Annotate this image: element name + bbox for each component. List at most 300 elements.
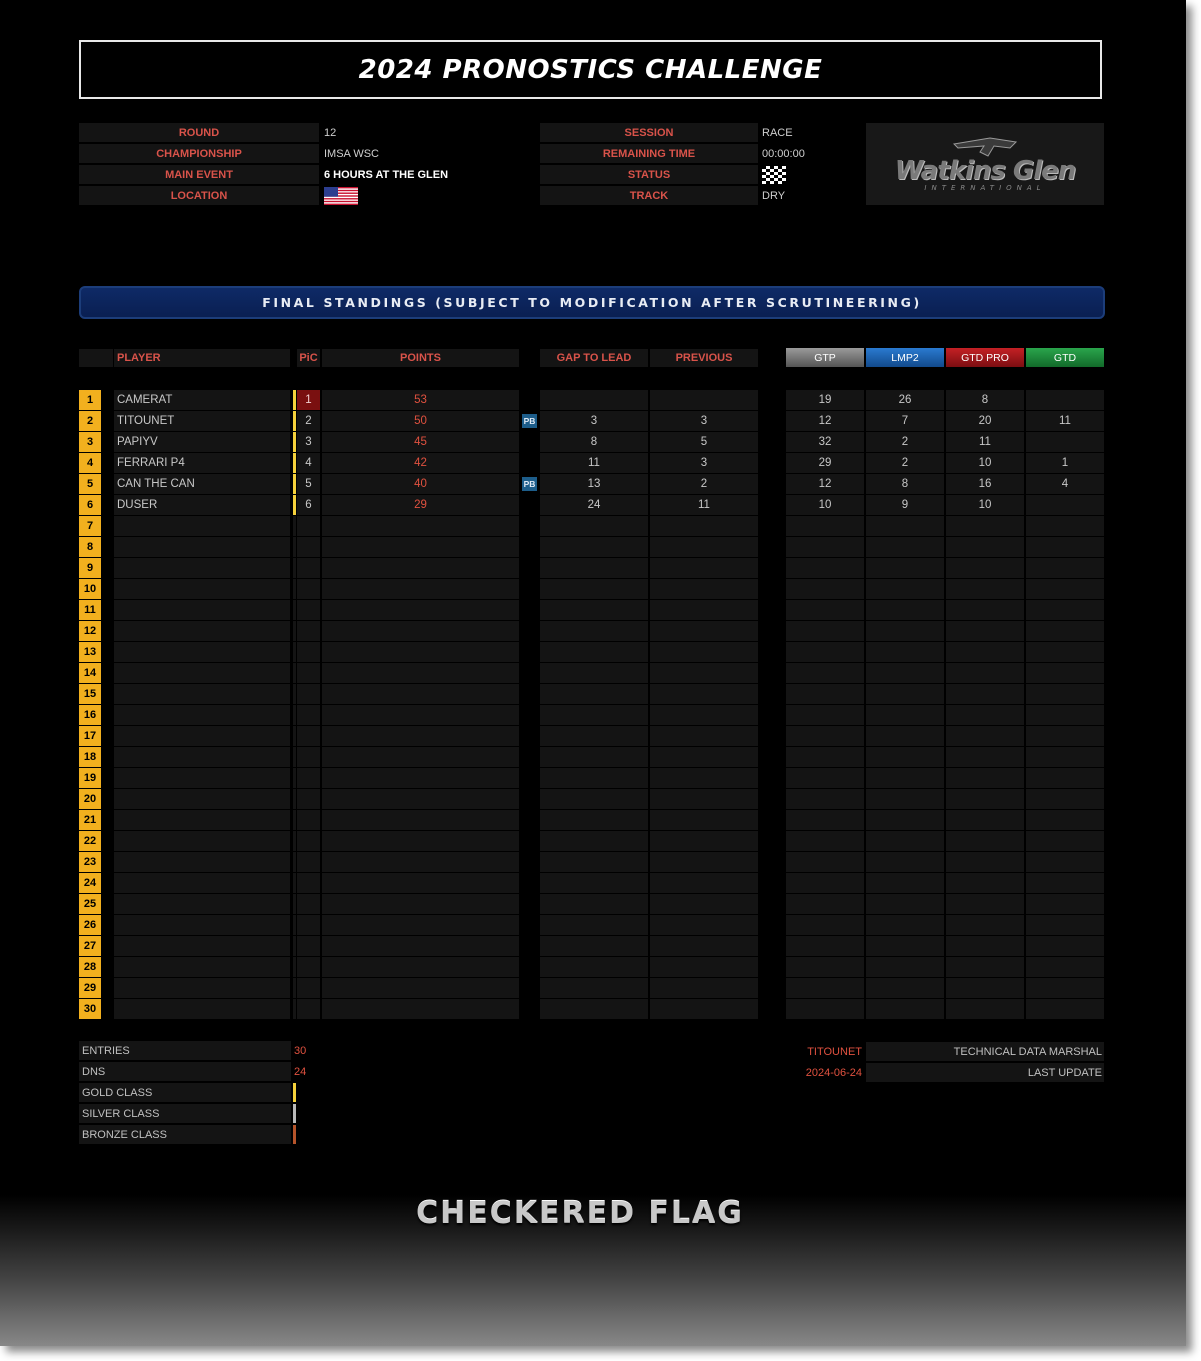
pic-cell xyxy=(297,663,320,683)
position-cell: 21 xyxy=(79,810,101,830)
class-bar xyxy=(293,537,296,557)
gtd-cell xyxy=(1026,432,1104,452)
points-cell xyxy=(322,936,519,956)
player-cell xyxy=(114,957,290,977)
gtd-pro-cell xyxy=(946,558,1024,578)
position-cell: 9 xyxy=(79,558,101,578)
position-cell: 11 xyxy=(79,600,101,620)
class-bar xyxy=(293,978,296,998)
gap-cell xyxy=(540,726,648,746)
gtd-pro-cell xyxy=(946,852,1024,872)
silver-class-label: SILVER CLASS xyxy=(79,1104,291,1123)
table-row xyxy=(0,873,1186,893)
gtd-pro-cell xyxy=(946,663,1024,683)
pic-cell xyxy=(297,768,320,788)
championship-value: IMSA WSC xyxy=(324,147,380,160)
gtd-cell xyxy=(1026,558,1104,578)
gtd-cell xyxy=(1026,747,1104,767)
gtp-cell xyxy=(786,789,864,809)
round-value: 12 xyxy=(324,126,337,139)
class-header-gtd-pro: GTD PRO xyxy=(946,348,1024,367)
table-row xyxy=(0,894,1186,914)
class-header-gtp: GTP xyxy=(786,348,864,367)
page-title: 2024 PRONOSTICS CHALLENGE xyxy=(79,40,1102,99)
status-value xyxy=(758,165,858,184)
class-header-gtd: GTD xyxy=(1026,348,1104,367)
gtd-cell xyxy=(1026,705,1104,725)
lmp2-cell: 2 xyxy=(866,432,944,452)
entries-value: 30 xyxy=(294,1044,307,1057)
table-row xyxy=(0,726,1186,746)
gap-cell xyxy=(540,600,648,620)
previous-cell xyxy=(650,579,758,599)
table-row xyxy=(0,684,1186,704)
gtd-cell xyxy=(1026,537,1104,557)
pic-cell xyxy=(297,831,320,851)
session-label: SESSION xyxy=(540,123,758,142)
table-row xyxy=(0,936,1186,956)
bronze-class-swatch xyxy=(293,1125,296,1144)
previous-cell xyxy=(650,852,758,872)
pic-cell: 1 xyxy=(297,390,320,410)
lmp2-cell: 26 xyxy=(866,390,944,410)
points-cell xyxy=(322,789,519,809)
previous-cell xyxy=(650,663,758,683)
gap-cell: 13 xyxy=(540,474,648,494)
gtp-cell xyxy=(786,831,864,851)
table-row xyxy=(0,579,1186,599)
gap-cell xyxy=(540,831,648,851)
lmp2-cell xyxy=(866,726,944,746)
lmp2-cell xyxy=(866,915,944,935)
gtd-cell xyxy=(1026,663,1104,683)
gap-cell xyxy=(540,999,648,1019)
class-bar xyxy=(293,747,296,767)
position-cell: 24 xyxy=(79,873,101,893)
gtd-pro-cell xyxy=(946,642,1024,662)
previous-cell xyxy=(650,957,758,977)
gap-cell xyxy=(540,621,648,641)
gtp-cell xyxy=(786,558,864,578)
gtd-pro-cell: 20 xyxy=(946,411,1024,431)
round-label: ROUND xyxy=(79,123,319,142)
previous-cell xyxy=(650,705,758,725)
player-cell xyxy=(114,684,290,704)
class-bar xyxy=(293,390,296,410)
pic-header: PiC xyxy=(297,349,320,367)
previous-cell xyxy=(650,684,758,704)
gtp-cell: 19 xyxy=(786,390,864,410)
gap-cell xyxy=(540,810,648,830)
position-cell: 16 xyxy=(79,705,101,725)
lmp2-cell xyxy=(866,663,944,683)
lmp2-cell xyxy=(866,810,944,830)
gtd-cell xyxy=(1026,999,1104,1019)
points-cell xyxy=(322,726,519,746)
position-cell: 7 xyxy=(79,516,101,536)
usa-flag-icon xyxy=(324,187,358,205)
dns-value: 24 xyxy=(294,1065,307,1078)
pic-cell: 5 xyxy=(297,474,320,494)
previous-cell xyxy=(650,558,758,578)
gap-cell xyxy=(540,936,648,956)
points-cell: 29 xyxy=(322,495,519,515)
pic-cell xyxy=(297,852,320,872)
gtp-cell xyxy=(786,537,864,557)
gtp-cell xyxy=(786,810,864,830)
gtp-cell xyxy=(786,768,864,788)
table-row xyxy=(0,432,1186,452)
gap-cell xyxy=(540,915,648,935)
player-cell: DUSER xyxy=(114,495,290,515)
gold-class-swatch xyxy=(293,1083,296,1102)
player-cell xyxy=(114,621,290,641)
dns-label: DNS xyxy=(79,1062,291,1081)
pic-cell xyxy=(297,747,320,767)
gap-cell: 11 xyxy=(540,453,648,473)
points-cell xyxy=(322,684,519,704)
player-cell xyxy=(114,705,290,725)
gtp-cell xyxy=(786,726,864,746)
points-cell xyxy=(322,999,519,1019)
lmp2-cell: 7 xyxy=(866,411,944,431)
gtp-cell xyxy=(786,978,864,998)
previous-cell xyxy=(650,978,758,998)
position-cell: 2 xyxy=(79,411,101,431)
gtd-pro-cell xyxy=(946,705,1024,725)
position-cell: 27 xyxy=(79,936,101,956)
class-bar xyxy=(293,999,296,1019)
table-row xyxy=(0,768,1186,788)
gtd-cell xyxy=(1026,789,1104,809)
pic-cell xyxy=(297,810,320,830)
table-row xyxy=(0,537,1186,557)
lmp2-cell xyxy=(866,789,944,809)
pos-header xyxy=(79,349,113,367)
player-cell xyxy=(114,999,290,1019)
class-bar xyxy=(293,831,296,851)
table-row xyxy=(0,642,1186,662)
lmp2-cell xyxy=(866,684,944,704)
status-label: STATUS xyxy=(540,165,758,184)
table-row xyxy=(0,957,1186,977)
table-row xyxy=(0,810,1186,830)
class-bar xyxy=(293,474,296,494)
gtd-pro-cell xyxy=(946,957,1024,977)
position-cell: 6 xyxy=(79,495,101,515)
table-row xyxy=(0,411,1186,431)
gtd-pro-cell: 10 xyxy=(946,453,1024,473)
position-cell: 20 xyxy=(79,789,101,809)
lmp2-cell xyxy=(866,747,944,767)
table-row xyxy=(0,705,1186,725)
position-cell: 25 xyxy=(79,894,101,914)
lmp2-cell xyxy=(866,621,944,641)
last-update-date: 2024-06-24 xyxy=(805,1066,862,1079)
entries-label: ENTRIES xyxy=(79,1041,291,1060)
gap-header: GAP TO LEAD xyxy=(540,349,648,367)
position-cell: 1 xyxy=(79,390,101,410)
marshal-name: TITOUNET xyxy=(807,1045,862,1058)
track-logo xyxy=(866,123,1104,205)
gtp-cell xyxy=(786,852,864,872)
points-cell xyxy=(322,537,519,557)
class-bar xyxy=(293,621,296,641)
position-cell: 19 xyxy=(79,768,101,788)
player-cell: CAN THE CAN xyxy=(114,474,290,494)
points-cell xyxy=(322,621,519,641)
table-row xyxy=(0,663,1186,683)
previous-cell xyxy=(650,621,758,641)
gtd-pro-cell: 11 xyxy=(946,432,1024,452)
previous-cell xyxy=(650,516,758,536)
position-cell: 12 xyxy=(79,621,101,641)
gtd-pro-cell xyxy=(946,621,1024,641)
previous-cell: 3 xyxy=(650,411,758,431)
lmp2-cell xyxy=(866,831,944,851)
position-cell: 5 xyxy=(79,474,101,494)
personal-best-badge: PB xyxy=(523,479,536,489)
gap-cell: 8 xyxy=(540,432,648,452)
class-bar xyxy=(293,936,296,956)
gtd-pro-cell xyxy=(946,999,1024,1019)
gtd-pro-cell xyxy=(946,747,1024,767)
table-row xyxy=(0,495,1186,515)
gap-cell: 3 xyxy=(540,411,648,431)
table-row xyxy=(0,747,1186,767)
previous-header: PREVIOUS xyxy=(650,349,758,367)
gtd-pro-cell xyxy=(946,600,1024,620)
checkered-flag-logo: CHECKERED FLAG xyxy=(416,1196,744,1231)
table-row xyxy=(0,852,1186,872)
gtp-cell xyxy=(786,705,864,725)
player-cell xyxy=(114,600,290,620)
player-cell xyxy=(114,894,290,914)
gtd-pro-cell xyxy=(946,768,1024,788)
points-cell: 42 xyxy=(322,453,519,473)
previous-cell: 3 xyxy=(650,453,758,473)
lmp2-cell xyxy=(866,873,944,893)
previous-cell xyxy=(650,810,758,830)
pic-cell: 4 xyxy=(297,453,320,473)
lmp2-cell: 8 xyxy=(866,474,944,494)
final-standings-banner: FINAL STANDINGS (SUBJECT TO MODIFICATION AFTER SCRUTINEERING) xyxy=(79,286,1105,319)
last-update-label: LAST UPDATE xyxy=(866,1063,1104,1082)
position-cell: 29 xyxy=(79,978,101,998)
gtd-pro-cell xyxy=(946,684,1024,704)
table-row xyxy=(0,516,1186,536)
class-bar xyxy=(293,516,296,536)
gtd-pro-cell xyxy=(946,915,1024,935)
player-cell xyxy=(114,873,290,893)
lmp2-cell xyxy=(866,999,944,1019)
gtd-cell xyxy=(1026,621,1104,641)
gtd-cell xyxy=(1026,873,1104,893)
gtp-cell xyxy=(786,579,864,599)
pic-cell: 3 xyxy=(297,432,320,452)
points-cell xyxy=(322,768,519,788)
pic-cell xyxy=(297,978,320,998)
pic-cell xyxy=(297,684,320,704)
previous-cell xyxy=(650,831,758,851)
marshal-role: TECHNICAL DATA MARSHAL xyxy=(866,1042,1104,1061)
pic-cell xyxy=(297,705,320,725)
gtd-pro-cell xyxy=(946,789,1024,809)
previous-cell: 11 xyxy=(650,495,758,515)
position-cell: 10 xyxy=(79,579,101,599)
gtp-cell: 12 xyxy=(786,474,864,494)
logo-subtitle: INTERNATIONAL xyxy=(924,184,1046,192)
pic-cell xyxy=(297,873,320,893)
points-cell xyxy=(322,873,519,893)
gtp-cell xyxy=(786,915,864,935)
gtd-cell xyxy=(1026,936,1104,956)
previous-cell xyxy=(650,936,758,956)
gap-cell xyxy=(540,957,648,977)
table-row xyxy=(0,390,1186,410)
gap-cell: 24 xyxy=(540,495,648,515)
gtd-cell xyxy=(1026,684,1104,704)
pic-cell xyxy=(297,537,320,557)
gap-cell xyxy=(540,663,648,683)
checkered-flag-icon xyxy=(762,166,786,184)
gtd-cell xyxy=(1026,495,1104,515)
gtd-cell xyxy=(1026,579,1104,599)
player-cell xyxy=(114,747,290,767)
main-event-label: MAIN EVENT xyxy=(79,165,319,184)
points-cell xyxy=(322,663,519,683)
position-cell: 17 xyxy=(79,726,101,746)
class-bar xyxy=(293,453,296,473)
championship-label: CHAMPIONSHIP xyxy=(79,144,319,163)
class-bar xyxy=(293,915,296,935)
gtd-cell xyxy=(1026,768,1104,788)
previous-cell xyxy=(650,726,758,746)
table-row xyxy=(0,453,1186,473)
gap-cell xyxy=(540,873,648,893)
class-bar xyxy=(293,642,296,662)
location-value xyxy=(320,186,520,205)
gtp-cell xyxy=(786,957,864,977)
gtd-cell xyxy=(1026,894,1104,914)
player-cell xyxy=(114,936,290,956)
class-bar xyxy=(293,768,296,788)
pic-cell xyxy=(297,999,320,1019)
player-cell xyxy=(114,978,290,998)
class-bar xyxy=(293,957,296,977)
gap-cell xyxy=(540,705,648,725)
points-cell xyxy=(322,894,519,914)
player-cell xyxy=(114,516,290,536)
class-bar xyxy=(293,432,296,452)
gtd-pro-cell xyxy=(946,894,1024,914)
lmp2-cell xyxy=(866,558,944,578)
gtd-pro-cell xyxy=(946,537,1024,557)
gtd-pro-cell xyxy=(946,810,1024,830)
points-cell xyxy=(322,852,519,872)
gtd-cell: 4 xyxy=(1026,474,1104,494)
gold-class-label: GOLD CLASS xyxy=(79,1083,291,1102)
previous-cell xyxy=(650,642,758,662)
gap-cell xyxy=(540,516,648,536)
class-bar xyxy=(293,495,296,515)
lmp2-cell xyxy=(866,537,944,557)
gap-cell xyxy=(540,747,648,767)
lmp2-cell xyxy=(866,600,944,620)
player-cell xyxy=(114,726,290,746)
gtd-cell xyxy=(1026,831,1104,851)
class-header-lmp2: LMP2 xyxy=(866,348,944,367)
table-row xyxy=(0,978,1186,998)
points-cell xyxy=(322,600,519,620)
class-bar xyxy=(293,558,296,578)
gtp-cell xyxy=(786,684,864,704)
gtd-pro-cell: 8 xyxy=(946,390,1024,410)
player-cell xyxy=(114,579,290,599)
previous-cell: 2 xyxy=(650,474,758,494)
position-cell: 13 xyxy=(79,642,101,662)
points-cell xyxy=(322,558,519,578)
personal-best-badge: PB xyxy=(523,416,536,426)
class-bar xyxy=(293,600,296,620)
previous-cell xyxy=(650,768,758,788)
position-cell: 26 xyxy=(79,915,101,935)
points-cell: 40 xyxy=(322,474,519,494)
player-cell xyxy=(114,558,290,578)
previous-cell: 5 xyxy=(650,432,758,452)
pic-cell xyxy=(297,579,320,599)
table-row xyxy=(0,831,1186,851)
gtd-pro-cell: 16 xyxy=(946,474,1024,494)
previous-cell xyxy=(650,600,758,620)
gtp-cell xyxy=(786,516,864,536)
session-value: RACE xyxy=(762,126,793,139)
pic-cell xyxy=(297,726,320,746)
player-header: PLAYER xyxy=(114,349,290,367)
gtd-cell xyxy=(1026,600,1104,620)
points-header: POINTS xyxy=(322,349,519,367)
gtp-cell xyxy=(786,894,864,914)
class-bar xyxy=(293,726,296,746)
gtp-cell: 32 xyxy=(786,432,864,452)
gtd-cell xyxy=(1026,726,1104,746)
gap-cell xyxy=(540,642,648,662)
gtd-cell xyxy=(1026,516,1104,536)
player-cell: PAPIYV xyxy=(114,432,290,452)
lmp2-cell xyxy=(866,852,944,872)
pic-cell: 6 xyxy=(297,495,320,515)
gtd-cell xyxy=(1026,810,1104,830)
points-cell xyxy=(322,831,519,851)
position-cell: 18 xyxy=(79,747,101,767)
previous-cell xyxy=(650,894,758,914)
points-cell: 53 xyxy=(322,390,519,410)
player-cell xyxy=(114,537,290,557)
player-cell xyxy=(114,852,290,872)
gtp-cell xyxy=(786,621,864,641)
pic-cell xyxy=(297,915,320,935)
previous-cell xyxy=(650,999,758,1019)
points-cell xyxy=(322,978,519,998)
table-row xyxy=(0,789,1186,809)
pic-cell xyxy=(297,789,320,809)
gtp-cell xyxy=(786,873,864,893)
class-bar xyxy=(293,810,296,830)
lmp2-cell xyxy=(866,516,944,536)
silver-class-swatch xyxy=(293,1104,296,1123)
table-row xyxy=(0,600,1186,620)
position-cell: 4 xyxy=(79,453,101,473)
